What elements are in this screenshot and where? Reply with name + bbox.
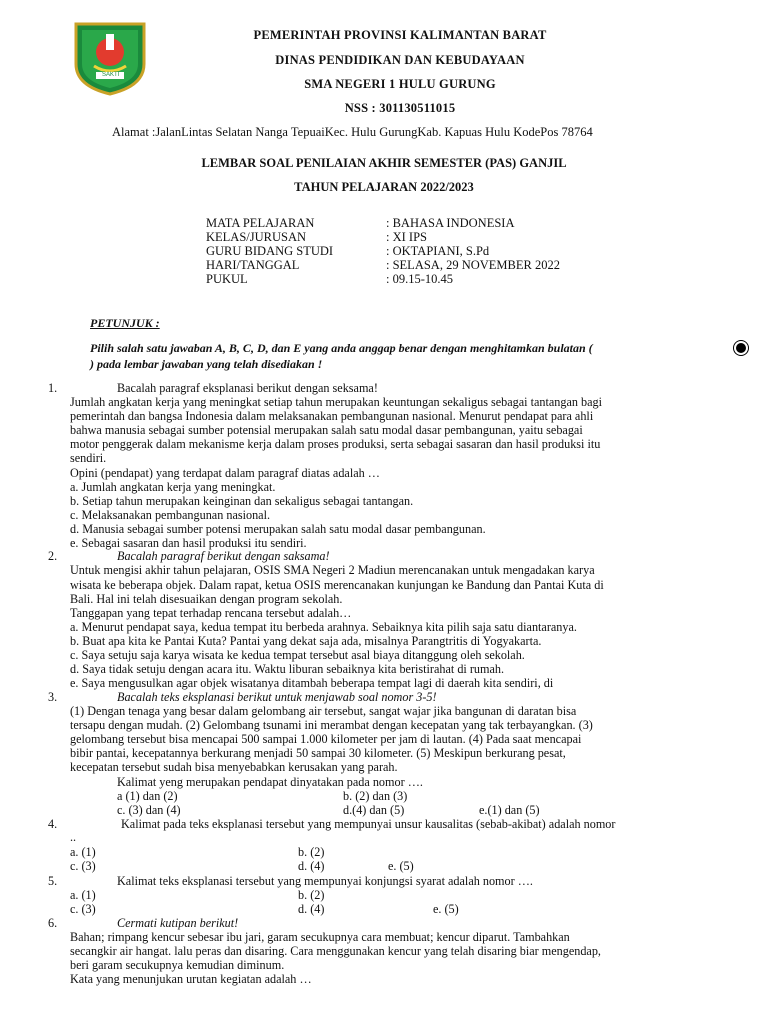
question-number: 2.	[48, 549, 58, 563]
logo-text: SAKTI	[102, 72, 120, 78]
question-text: Kalimat pada teks eksplanasi tersebut yang mempunyai unsur kausalitas (sebab-akibat) adalah nomor	[121, 817, 616, 831]
header-address: Alamat :JalanLintas Selatan Nanga TepuaiKec. Hulu GurungKab. Kapuas Hulu KodePos 78764	[112, 125, 593, 139]
passage-line: bibir pantai, kecepatannya berkurang menjadi 50 sampai 30 kilometer. (5) Meskipun berkurang pesat,	[70, 746, 566, 760]
option-b[interactable]: b. (2)	[298, 845, 325, 859]
passage-line: Jumlah angkatan kerja yang meningkat setiap tahun merupakan keuntungan sekaligus sebagai tantangan bagi	[70, 395, 603, 409]
instructions-line-2: ) pada lembar jawaban yang telah disediakan !	[90, 357, 323, 371]
passage-line: Untuk mengisi akhir tahun pelajaran, OSIS SMA Negeri 2 Madiun merencanakan untuk mengadakan karya	[70, 563, 595, 577]
school-logo	[68, 20, 152, 96]
meta-key: GURU BIDANG STUDI	[206, 244, 334, 258]
option-e[interactable]: e. (5)	[388, 859, 414, 873]
instructions-line-1: Pilih salah satu jawaban A, B, C, D, dan E yang anda anggap benar dengan menghitamkan bulatan (	[90, 341, 593, 355]
header-department: DINAS PENDIDIKAN DAN KEBUDAYAAN	[275, 53, 525, 67]
question-text: Kalimat yeng merupakan pendapat dinyatakan pada nomor ….	[117, 775, 423, 789]
question-intro: Bacalah teks eksplanasi berikut untuk menjawab soal nomor 3-5!	[117, 690, 437, 704]
meta-value: : XI IPS	[386, 230, 427, 244]
question-number: 6.	[48, 916, 58, 930]
passage-line: (1) Dengan tenaga yang besar dalam gelombang air tersebut, sangat wajar jika bangunan di daratan bisa	[70, 704, 577, 718]
meta-key: HARI/TANGGAL	[206, 258, 300, 272]
meta-value: : OKTAPIANI, S.Pd	[386, 244, 490, 258]
question-number: 3.	[48, 690, 58, 704]
question-intro: Cermati kutipan berikut!	[117, 916, 239, 930]
question-number: 1.	[48, 381, 58, 395]
option-e[interactable]: e. (5)	[433, 902, 459, 916]
passage-line: kecepatan tersebut sudah bisa menyebabkan kerusakan yang parah.	[70, 760, 398, 774]
option-c[interactable]: c. Melaksanakan pembangunan nasional.	[70, 508, 271, 522]
meta-value: : SELASA, 29 NOVEMBER 2022	[386, 258, 560, 272]
option-a[interactable]: a. Jumlah angkatan kerja yang meningkat.	[70, 480, 276, 494]
question-text: Kalimat teks eksplanasi tersebut yang mempunyai konjungsi syarat adalah nomor ….	[117, 874, 533, 888]
option-d[interactable]: d. Saya tidak setuju dengan acara itu. Waktu liburan sebaiknya kita beristirahat di rumah.	[70, 662, 505, 676]
question-text-continued: ..	[70, 830, 77, 844]
passage-line: motor penggerak dalam mekanisme kerja dalam proses produksi, serta sebagai sasaran dan hasil produksi itu	[70, 437, 601, 451]
option-b[interactable]: b. (2) dan (3)	[343, 789, 408, 803]
option-e[interactable]: e. Saya mengusulkan agar objek wisatanya ditambah beberapa tempat lagi di daerah kita sendiri, di	[70, 676, 554, 690]
option-a[interactable]: a. (1)	[70, 845, 96, 859]
option-e[interactable]: e.(1) dan (5)	[479, 803, 540, 817]
question-number: 4.	[48, 817, 58, 831]
question-text: Kata yang menunjukan urutan kegiatan adalah …	[70, 972, 312, 986]
option-b[interactable]: b. (2)	[298, 888, 325, 902]
option-d[interactable]: d. (4)	[298, 902, 325, 916]
passage-line: pemerintah dan bangsa Indonesia dalam melaksanakan pembangunan nasional. Menurut pendapat para ahli	[70, 409, 594, 423]
passage-line: Bali. Hal ini telah disesuaikan dengan program sekolah.	[70, 592, 343, 606]
meta-key: PUKUL	[206, 272, 248, 286]
passage-line: secangkir air hangat. lalu peras dan disaring. Cara menggunakan kencur yang telah disaring biar mengendap,	[70, 944, 601, 958]
emblem-icon	[68, 20, 152, 96]
filled-circle-icon	[736, 343, 746, 353]
passage-line: beri garam secukupnya kemudian diminum.	[70, 958, 285, 972]
option-c[interactable]: c. (3)	[70, 859, 96, 873]
question-intro: Bacalah paragraf berikut dengan saksama!	[117, 549, 330, 563]
option-c[interactable]: c. (3)	[70, 902, 96, 916]
exam-year: TAHUN PELAJARAN 2022/2023	[294, 180, 474, 194]
option-d[interactable]: d.(4) dan (5)	[343, 803, 405, 817]
question-text: Opini (pendapat) yang terdapat dalam paragraf diatas adalah …	[70, 466, 380, 480]
option-b[interactable]: b. Buat apa kita ke Pantai Kuta? Pantai yang dekat saja ada, misalnya Parangtritis di Yogyakarta.	[70, 634, 542, 648]
passage-line: Bahan; rimpang kencur sebesar ibu jari, garam secukupnya cara membuat; kencur diparut. Tambahkan	[70, 930, 570, 944]
question-number: 5.	[48, 874, 58, 888]
option-a[interactable]: a. Menurut pendapat saya, kedua tempat itu berbeda arahnya. Sebaiknya kita pilih saja satu diantaranya.	[70, 620, 577, 634]
header-nss: NSS : 301130511015	[344, 101, 456, 115]
option-d[interactable]: d. (4)	[298, 859, 325, 873]
passage-line: gelombang tersebut bisa mencapai 500 sampai 1.000 kilometer per jam di lautan. (4) Pada saat mencapai	[70, 732, 582, 746]
meta-key: MATA PELAJARAN	[206, 216, 315, 230]
header-school: SMA NEGERI 1 HULU GURUNG	[304, 77, 496, 91]
question-intro: Bacalah paragraf eksplanasi berikut dengan seksama!	[117, 381, 378, 395]
passage-line: bahwa manusia sebagai sumber potensial merupakan salah satu modal dasar pembangunan, yaitu sebagai	[70, 423, 583, 437]
instructions-label: PETUNJUK :	[90, 316, 160, 330]
option-a[interactable]: a. (1)	[70, 888, 96, 902]
option-d[interactable]: d. Manusia sebagai sumber potensi merupakan salah satu modal dasar pembangunan.	[70, 522, 486, 536]
header-province: PEMERINTAH PROVINSI KALIMANTAN BARAT	[253, 28, 547, 42]
passage-line: tersapu dengan mudah. (2) Gelombang tsunami ini merambat dengan kecepatan yang tak terbayangkan. (3)	[70, 718, 593, 732]
option-c[interactable]: c. (3) dan (4)	[117, 803, 181, 817]
option-b[interactable]: b. Setiap tahun merupakan keinginan dan sekaligus sebagai tantangan.	[70, 494, 414, 508]
meta-key: KELAS/JURUSAN	[206, 230, 307, 244]
option-e[interactable]: e. Sebagai sasaran dan hasil produksi itu sendiri.	[70, 536, 307, 550]
passage-line: wisata ke beberapa objek. Dalam rapat, ketua OSIS merencanakan kunjungan ke Bandung dan Pantai Kuta di	[70, 578, 604, 592]
passage-line: sendiri.	[70, 451, 107, 465]
meta-value: : 09.15-10.45	[386, 272, 454, 286]
exam-title: LEMBAR SOAL PENILAIAN AKHIR SEMESTER (PAS) GANJIL	[201, 156, 567, 170]
option-c[interactable]: c. Saya setuju saja karya wisata ke kedua tempat tersebut asal biaya ditanggung oleh sekolah.	[70, 648, 525, 662]
meta-value: : BAHASA INDONESIA	[386, 216, 515, 230]
question-text: Tanggapan yang tepat terhadap rencana tersebut adalah…	[70, 606, 352, 620]
option-a[interactable]: a (1) dan (2)	[117, 789, 178, 803]
